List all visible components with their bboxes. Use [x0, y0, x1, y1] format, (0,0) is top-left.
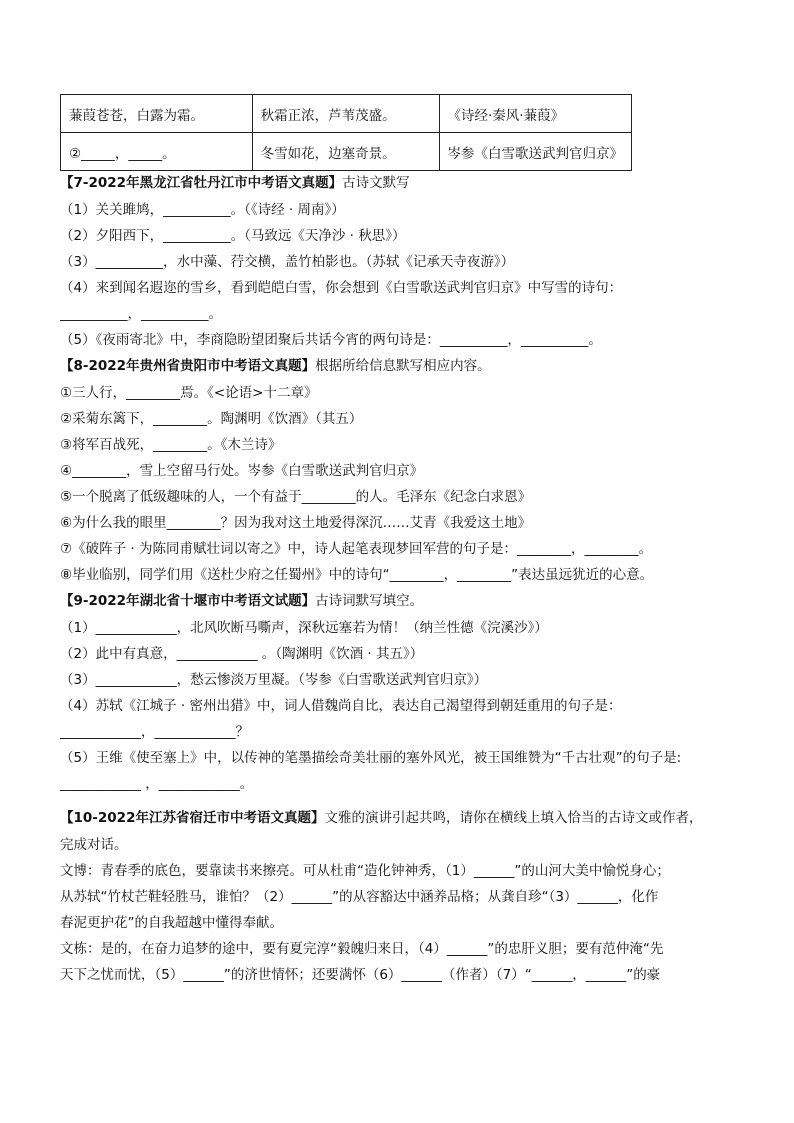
- q7-item: __________，__________。: [60, 306, 222, 322]
- q7-item: （2）夕阳西下，__________。（马致远《天净沙 · 秋思》）: [60, 228, 406, 244]
- q9-item: （2）此中有真意，____________ 。（陶渊明《饮酒 · 其五》）: [60, 646, 424, 662]
- q10-line: 文栋：是的，在奋力追梦的途中，要有夏完淳“毅魄归来日，（4）______”的忠肝义胆；要有范仲淹“先: [60, 941, 664, 957]
- q7-title-line: [60, 170, 746, 197]
- q7-heading: 【7-2022年黑龙江省牡丹江市中考语文真题】: [60, 175, 343, 191]
- q8-intro: 根据所给信息默写相应内容。: [315, 358, 491, 374]
- q8-item: ③将军百战死，________。《木兰诗》: [60, 437, 282, 453]
- q9-title-line: [60, 588, 746, 615]
- q9-item: （5）王维《使至塞上》中，以传神的笔墨描绘奇美壮丽的塞外风光，被王国维赞为“千古壮观”的句子是:: [60, 750, 682, 766]
- q8-item: ①三人行，________焉。《<论语>十二章》: [60, 385, 318, 401]
- q9-item: （3）____________，愁云惨淡万里凝。（岑参《白雪歌送武判官归京》）: [60, 672, 488, 688]
- q9-item: （1）____________，北风吹断马嘶声，深秋远塞若为情！（纳兰性德《浣溪沙》）: [60, 620, 548, 636]
- q10-line: 完成对话。: [60, 837, 128, 853]
- q7-item: （4）来到闻名遐迩的雪乡，看到皑皑白雪，你会想到《白雪歌送武判官归京》中写雪的诗句：: [60, 280, 623, 296]
- q9-item: （4）苏轼《江城子 · 密州出猎》中，词人借魏尚自比，表达自己渴望得到朝廷重用的句子是：: [60, 698, 622, 714]
- table-row: [61, 95, 632, 133]
- q8-item: ⑦《破阵子 · 为陈同甫赋壮词以寄之》中，诗人起笔表现梦回军营的句子是：________，________。: [60, 541, 652, 557]
- q8-title-line: [60, 353, 746, 380]
- q10-line: 春泥更护花”的自我超越中懂得奉献。: [60, 915, 283, 931]
- q7-item: （3）__________，水中藻、荇交横，盖竹柏影也。（苏轼《记承天寺夜游》）: [60, 254, 515, 270]
- q8-item: ⑧毕业临别，同学们用《送杜少府之任蜀州》中的诗句“________，________”表达虽远犹近的心意。: [60, 567, 654, 583]
- q8-item: ④________，雪上空留马行处。岑参《白雪歌送武判官归京》: [60, 463, 424, 479]
- q8-item: ②采菊东篱下，________。陶渊明《饮酒》（其五）: [60, 411, 363, 427]
- q7-intro: 古诗文默写: [342, 175, 410, 191]
- question-content: [60, 170, 746, 988]
- q10-line: 从苏轼“竹杖芒鞋轻胜马，谁怕？（2）______”的从容豁达中涵养品格；从龚自珍“（3）______，化作: [60, 889, 659, 905]
- table-cell: 蒹葭苍苍，白露为霜。: [61, 95, 253, 133]
- poem-table: [60, 94, 632, 171]
- q8-item: ⑤一个脱离了低级趣味的人，一个有益于________的人。毛泽东《纪念白求恩》: [60, 489, 532, 505]
- table-cell: 秋霜正浓，芦苇茂盛。: [252, 95, 439, 133]
- q8-heading: 【8-2022年贵州省贵阳市中考语文真题】: [60, 358, 316, 374]
- table-cell: 《诗经·秦风·蒹葭》: [439, 95, 632, 133]
- table-cell: 岑参《白雪歌送武判官归京》: [439, 133, 632, 171]
- table-row: [61, 133, 632, 171]
- q9-heading: 【9-2022年湖北省十堰市中考语文试题】: [60, 593, 316, 609]
- q7-item: （1）关关雎鸠，__________。（《诗经 · 周南》）: [60, 202, 345, 218]
- q9-intro: 古诗词默写填空。: [315, 593, 424, 609]
- section-gap: [60, 797, 746, 805]
- q10-line: 文博：青春季的底色，要靠读书来擦亮。可从杜甫“造化钟神秀，（1）______”的山河大美中愉悦身心；: [60, 863, 670, 879]
- q10-intro: 文雅的演讲引起共鸣，请你在横线上填入恰当的古诗文或作者，: [324, 810, 703, 826]
- q9-item: ____________ ，____________。: [60, 776, 254, 792]
- q8-item: ⑥为什么我的眼里________？因为我对这土地爱得深沉……艾青《我爱这土地》: [60, 515, 532, 531]
- table-cell: ②_____，_____。: [61, 133, 253, 171]
- q10-title-line: [60, 805, 746, 832]
- q10-line: 天下之忧而忧，（5）______”的济世情怀；还要满怀（6）______（作者）（7）“______，______”的豪: [60, 967, 661, 983]
- table-cell: 冬雪如花，边塞奇景。: [252, 133, 439, 171]
- q9-item: ____________，____________？: [60, 724, 249, 740]
- q10-heading: 【10-2022年江苏省宿迁市中考语文真题】: [60, 810, 325, 826]
- q7-item: （5）《夜雨寄北》中，李商隐盼望团聚后共话今宵的两句诗是：__________，__________。: [60, 332, 602, 348]
